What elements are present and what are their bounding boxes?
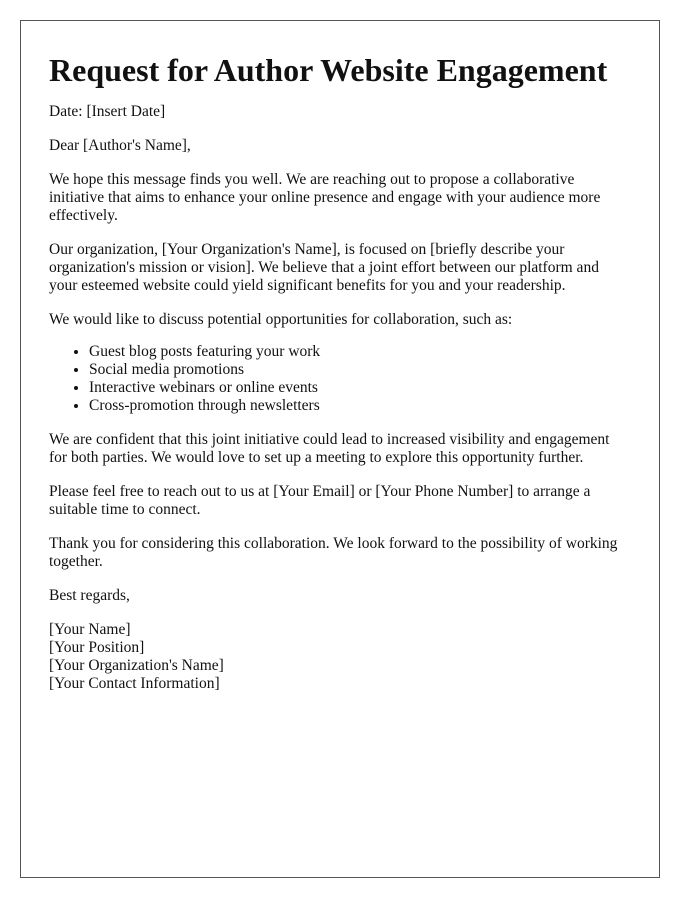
opportunities-paragraph: We would like to discuss potential opportunities for collaboration, such as: [49,311,513,328]
signature-name: [Your Name] [49,621,131,638]
contact-paragraph: Please feel free to reach out to us at [Your Email] or [Your Phone Number] to arrange a suitable time to connect. [49,483,591,518]
letter-title: Request for Author Website Engagement [49,52,608,88]
intro-paragraph: We hope this message finds you well. We are reaching out to propose a collaborative initiative that aims to enhance your online presence and engage with your audience more effectively. [49,171,601,224]
list-item: • Guest blog posts featuring your work [89,343,631,361]
thank-you-paragraph: Thank you for considering this collaboration. We look forward to the possibility of working together. [49,535,618,570]
list-item: • Interactive webinars or online events [89,379,631,397]
signature-contact: [Your Contact Information] [49,675,220,692]
date-line: Date: [Insert Date] [49,103,166,120]
signoff: Best regards, [49,587,130,604]
confidence-paragraph: We are confident that this joint initiative could lead to increased visibility and engagement for both parties. We would love to set up a meeting to explore this opportunity further. [49,431,610,466]
organization-paragraph: Our organization, [Your Organization's Name], is focused on [briefly describe your organization's mission or vision]. We believe that a joint effort between our platform and your esteemed website could yield significant benefits for you and your readership. [49,241,599,294]
letter-page [20,20,660,878]
signature-block [49,621,631,693]
list-item: • Cross-promotion through newsletters [89,397,631,415]
collaboration-list [49,343,631,415]
list-item: • Social media promotions [89,361,631,379]
signature-position: [Your Position] [49,639,145,656]
salutation: Dear [Author's Name], [49,137,191,154]
signature-organization: [Your Organization's Name] [49,657,224,674]
